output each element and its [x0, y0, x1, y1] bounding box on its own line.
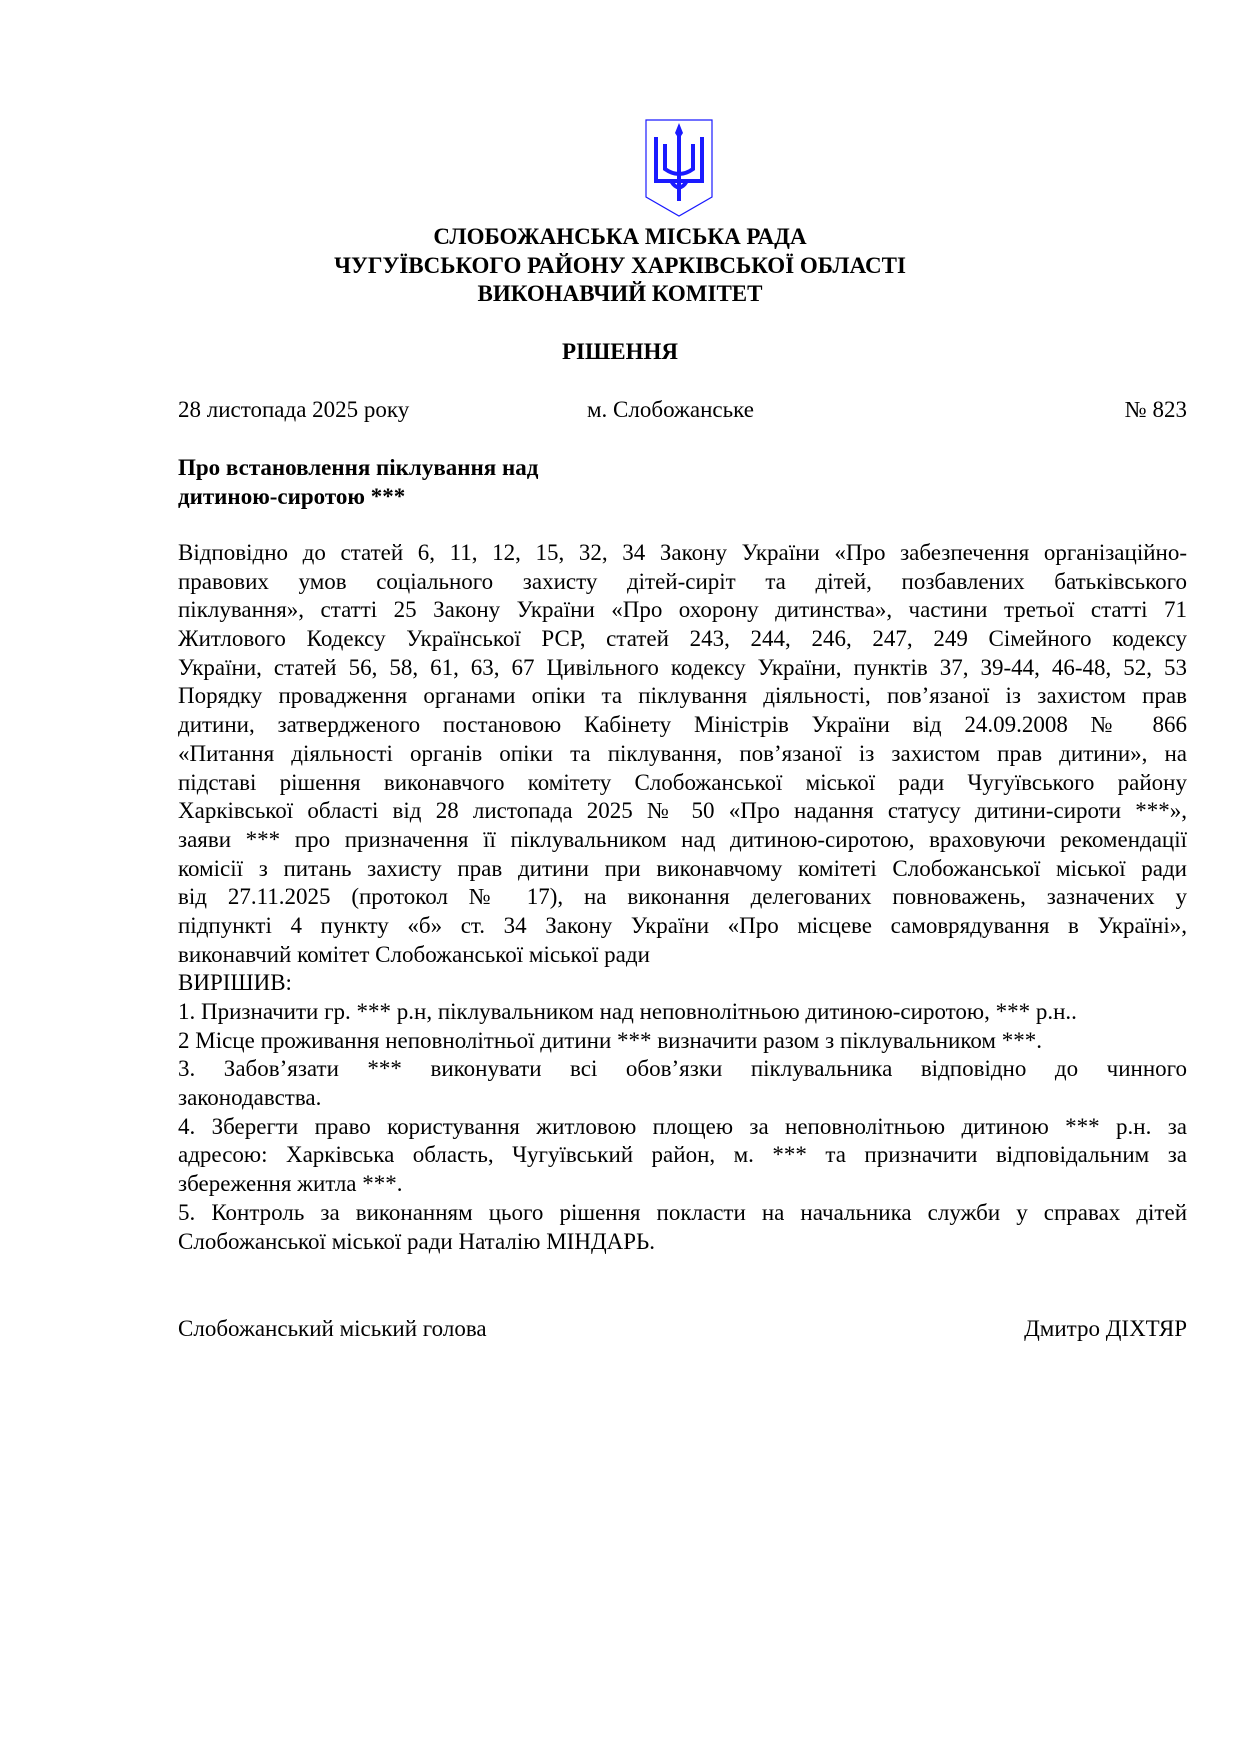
preamble-line: підставі рішення виконавчого комітету Слобожанської міської ради Чугуївського району [178, 769, 1187, 795]
document-date: 28 листопада 2025 року [178, 397, 410, 422]
preamble-line: правових умов соціального захисту дітей-сиріт та дітей, позбавлених батьківського [178, 568, 1187, 594]
signatory-name: Дмитро ДІХТЯР [1024, 1316, 1187, 1341]
preamble-line: Відповідно до статей 6, 11, 12, 15, 32, 34 Закону України «Про забезпечення організаційно- [178, 540, 1187, 565]
signatory-position: Слобожанський міський голова [178, 1316, 487, 1341]
subject-line: Про встановлення піклування над [178, 455, 539, 480]
document-type: РІШЕННЯ [562, 339, 678, 364]
preamble-line: виконавчий комітет Слобожанської міської ради [178, 941, 650, 967]
decision-item-line: 1. Призначити гр. *** р.н, піклувальником над неповнолітньою дитиною-сиротою, *** р.н.. [178, 999, 1077, 1024]
decision-item-line: 3. Забов’язати *** виконувати всі обов’язки піклувальника відповідно до чинного [178, 1056, 1187, 1082]
decision-item-line: збереження житла ***. [178, 1171, 403, 1197]
document-place: м. Слобожанське [587, 397, 754, 422]
coat-of-arms-icon [645, 119, 713, 217]
organization-header [0, 223, 1240, 309]
preamble-line: від 27.11.2025 (протокол № 17), на виконання делегованих повноважень, зазначених у [178, 884, 1187, 910]
decision-heading: ВИРІШИВ: [178, 970, 292, 996]
subject-line: дитиною-сиротою *** [178, 483, 406, 509]
preamble-line: Житлового Кодексу Української РСР, статей 243, 244, 246, 247, 249 Сімейного кодексу [178, 626, 1187, 652]
decision-item-line: 5. Контроль за виконанням цього рішення покласти на начальника служби у справах дітей [178, 1199, 1187, 1225]
preamble-line: комісії з питань захисту прав дитини при виконавчому комітеті Слобожанської міської ради [178, 855, 1187, 881]
document-number: № 823 [1124, 397, 1187, 422]
decision-item-line: 2 Місце проживання неповнолітньої дитини *** визначити разом з піклувальником ***. [178, 1027, 1042, 1053]
document-body [178, 539, 1187, 1256]
preamble-line: Харківської області від 28 листопада 2025 № 50 «Про надання статусу дитини-сироти ***», [178, 798, 1187, 824]
preamble-line: «Питання діяльності органів опіки та піклування, пов’язаної із захистом прав дитини», на [178, 740, 1187, 766]
preamble-line: дитини, затвердженого постановою Кабінету Міністрів України від 24.09.2008 № 866 [178, 712, 1187, 738]
decision-item-line: 4. Зберегти право користування житловою площею за неповнолітньою дитиною *** р.н. за [178, 1113, 1187, 1139]
decision-item-line: адресою: Харківська область, Чугуївський район, м. *** та призначити відповідальним за [178, 1142, 1187, 1168]
preamble-line: підпункті 4 пункту «б» ст. 34 Закону України «Про місцеве самоврядування в Україні», [178, 912, 1187, 938]
header-line: ВИКОНАВЧИЙ КОМІТЕТ [477, 281, 763, 306]
preamble-line: Порядку провадження органами опіки та піклування діяльності, пов’язаної із захистом прав [178, 683, 1187, 709]
decision-item-line: законодавства. [178, 1085, 322, 1111]
preamble-line: піклування», статті 25 Закону України «Про охорону дитинства», частини третьої статті 71 [178, 597, 1187, 623]
header-line: ЧУГУЇВСЬКОГО РАЙОНУ ХАРКІВСЬКОЇ ОБЛАСТІ [334, 252, 906, 278]
header-line: СЛОБОЖАНСЬКА МІСЬКА РАДА [433, 224, 807, 249]
preamble-line: заяви *** про призначення її піклувальником над дитиною-сиротою, враховуючи рекомендації [178, 826, 1187, 852]
preamble-line: України, статей 56, 58, 61, 63, 67 Цивільного кодексу України, пунктів 37, 39-44, 46-48, 52, 53 [178, 654, 1187, 680]
document-subject [178, 454, 538, 511]
decision-item-line: Слобожанської міської ради Наталію МІНДАРЬ. [178, 1228, 655, 1254]
